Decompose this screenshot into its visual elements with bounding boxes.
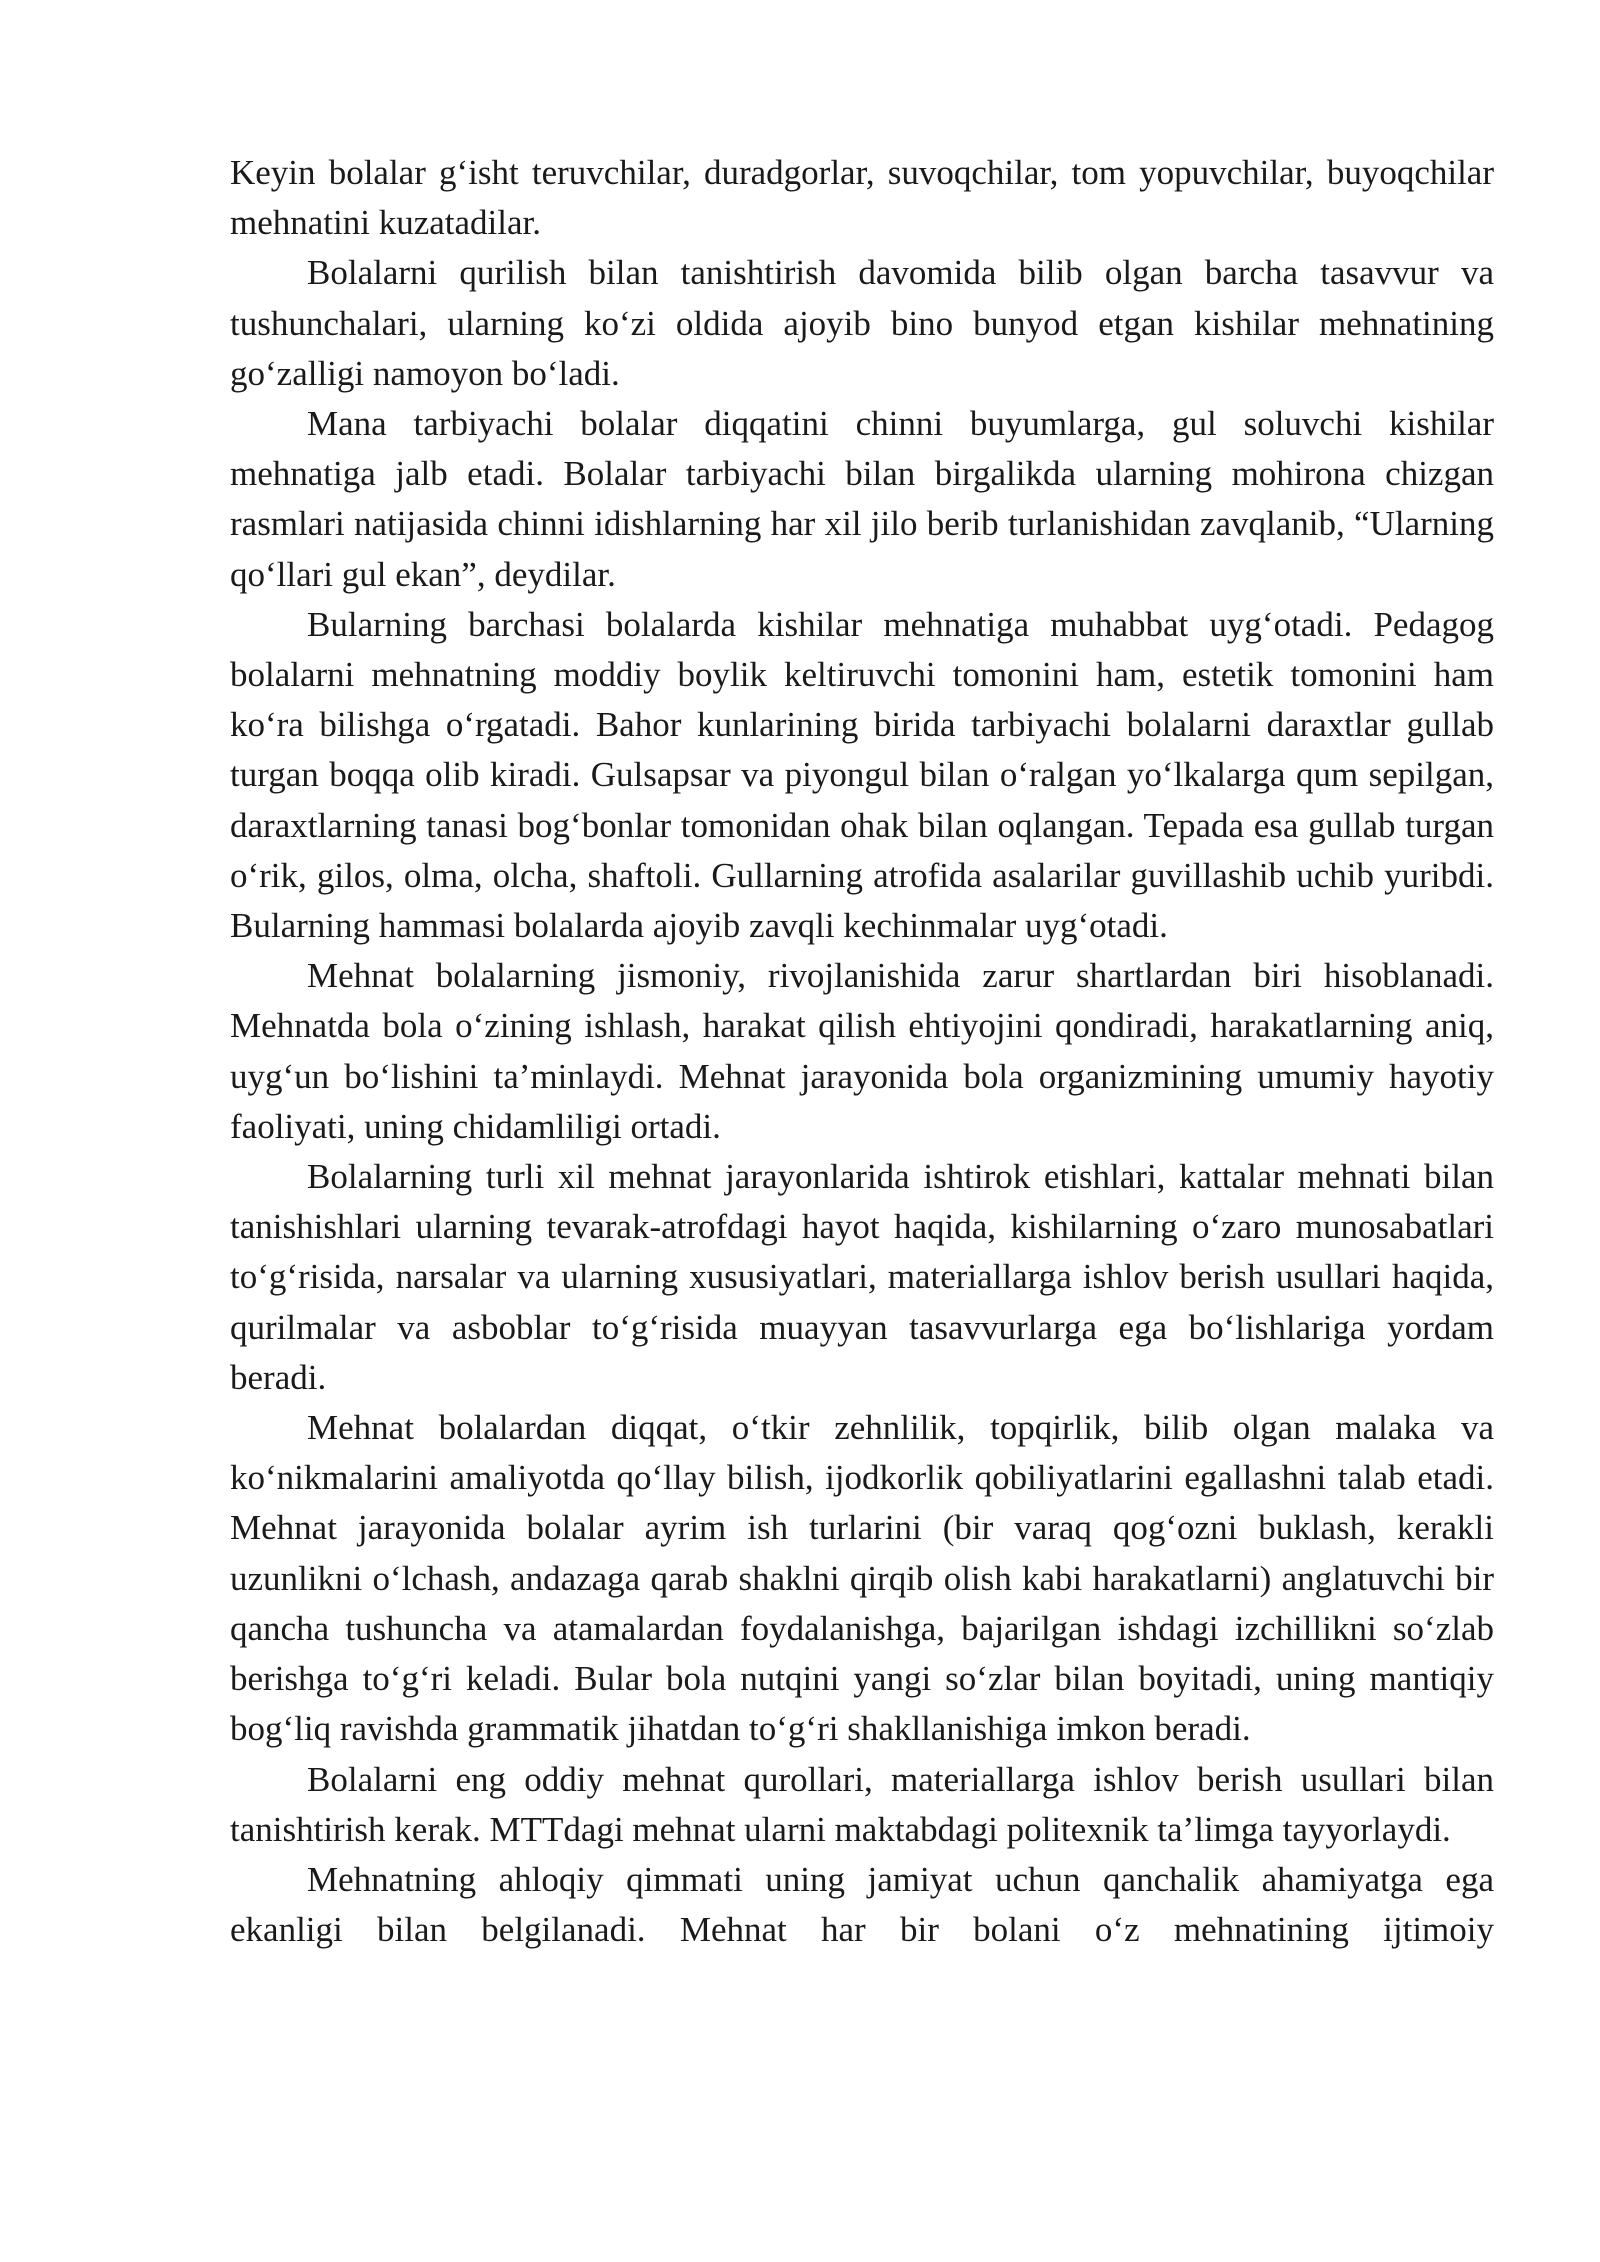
paragraph-2: Bolalarni qurilish bilan tanishtirish davomida bilib olgan barcha tasavvur va tushunchalari, ularning ko‘zi oldida ajoyib bino bunyod etgan kishilar mehnatining go‘zalligi namoyon bo‘ladi. [230, 253, 1494, 393]
document-page [230, 148, 1494, 1955]
paragraph-1: Keyin bolalar g‘isht teruvchilar, duradgorlar, suvoqchilar, tom yopuvchilar, buyoqchilar mehnatini kuzatadilar. [230, 153, 1494, 243]
paragraph-9: Mehnatning ahloqiy qimmati uning jamiyat uchun qanchalik ahamiyatga ega ekanligi bilan belgilanadi. Mehnat har bir bolani o‘z mehnatining ijtimoiy [230, 1859, 1494, 1950]
paragraph-5: Mehnat bolalarning jismoniy, rivojlanishida zarur shartlardan biri hisoblanadi. Mehnatda bola o‘zining ishlash, harakat qilish ehtiyojini qondiradi, harakatlarning aniq, uyg‘un bo‘lishini ta’minlaydi. Mehnat jarayonida bola organizmining umumiy hayotiy faoliyati, uning chidamliligi ortadi. [230, 956, 1494, 1146]
paragraph-6: Bolalarning turli xil mehnat jarayonlarida ishtirok etishlari, kattalar mehnati bilan tanishishlari ularning tevarak-atrofdagi hayot haqida, kishilarning o‘zaro munosabatlari to‘g‘risida, narsalar va ularning xususiyatlari, materiallarga ishlov berish usullari haqida, qurilmalar va asboblar to‘g‘risida muayyan tasavvurlarga ega bo‘lishlariga yordam beradi. [230, 1157, 1494, 1397]
paragraph-4: Bularning barchasi bolalarda kishilar mehnatiga muhabbat uyg‘otadi. Pedagog bolalarni mehnatning moddiy boylik keltiruvchi tomonini ham, estetik tomonini ham ko‘ra bilishga o‘rgatadi. Bahor kunlarining birida tarbiyachi bolalarni daraxtlar gullab turgan boqqa olib kiradi. Gulsapsar va piyongul bilan o‘ralgan yo‘lkalarga qum sepilgan, daraxtlarning tanasi bog‘bonlar tomonidan ohak bilan oqlangan. Tepada esa gullab turgan o‘rik, gilos, olma, olcha, shaftoli. Gullarning atrofida asalarilar guvillashib uchib yuribdi. Bularning hammasi bolalarda ajoyib zavqli kechinmalar uyg‘otadi. [230, 604, 1494, 946]
paragraph-7: Mehnat bolalardan diqqat, o‘tkir zehnlilik, topqirlik, bilib olgan malaka va ko‘nikmalarini amaliyotda qo‘llay bilish, ijodkorlik qobiliyatlarini egallashni talab etadi. Mehnat jarayonida bolalar ayrim ish turlarini (bir varaq qog‘ozni buklash, kerakli uzunlikni o‘lchash, andazaga qarab shaklni qirqib olish kabi harakatlarni) anglatuvchi bir qancha tushuncha va atamalardan foydalanishga, bajarilgan ishdagi izchillikni so‘zlab berishga to‘g‘ri keladi. Bular bola nutqini yangi so‘zlar bilan boyitadi, uning mantiqiy bog‘liq ravishda grammatik jihatdan to‘g‘ri shakllanishiga imkon beradi. [230, 1408, 1494, 1749]
paragraph-8: Bolalarni eng oddiy mehnat qurollari, materiallarga ishlov berish usullari bilan tanishtirish kerak. MTTdagi mehnat ularni maktabdagi politexnik ta’limga tayyorlaydi. [230, 1759, 1494, 1849]
paragraph-3: Mana tarbiyachi bolalar diqqatini chinni buyumlarga, gul soluvchi kishilar mehnatiga jalb etadi. Bolalar tarbiyachi bilan birgalikda ularning mohirona chizgan rasmlari natijasida chinni idishlarning har xil jilo berib turlanishidan zavqlanib, “Ularning qo‘llari gul ekan”, deydilar. [230, 404, 1494, 594]
